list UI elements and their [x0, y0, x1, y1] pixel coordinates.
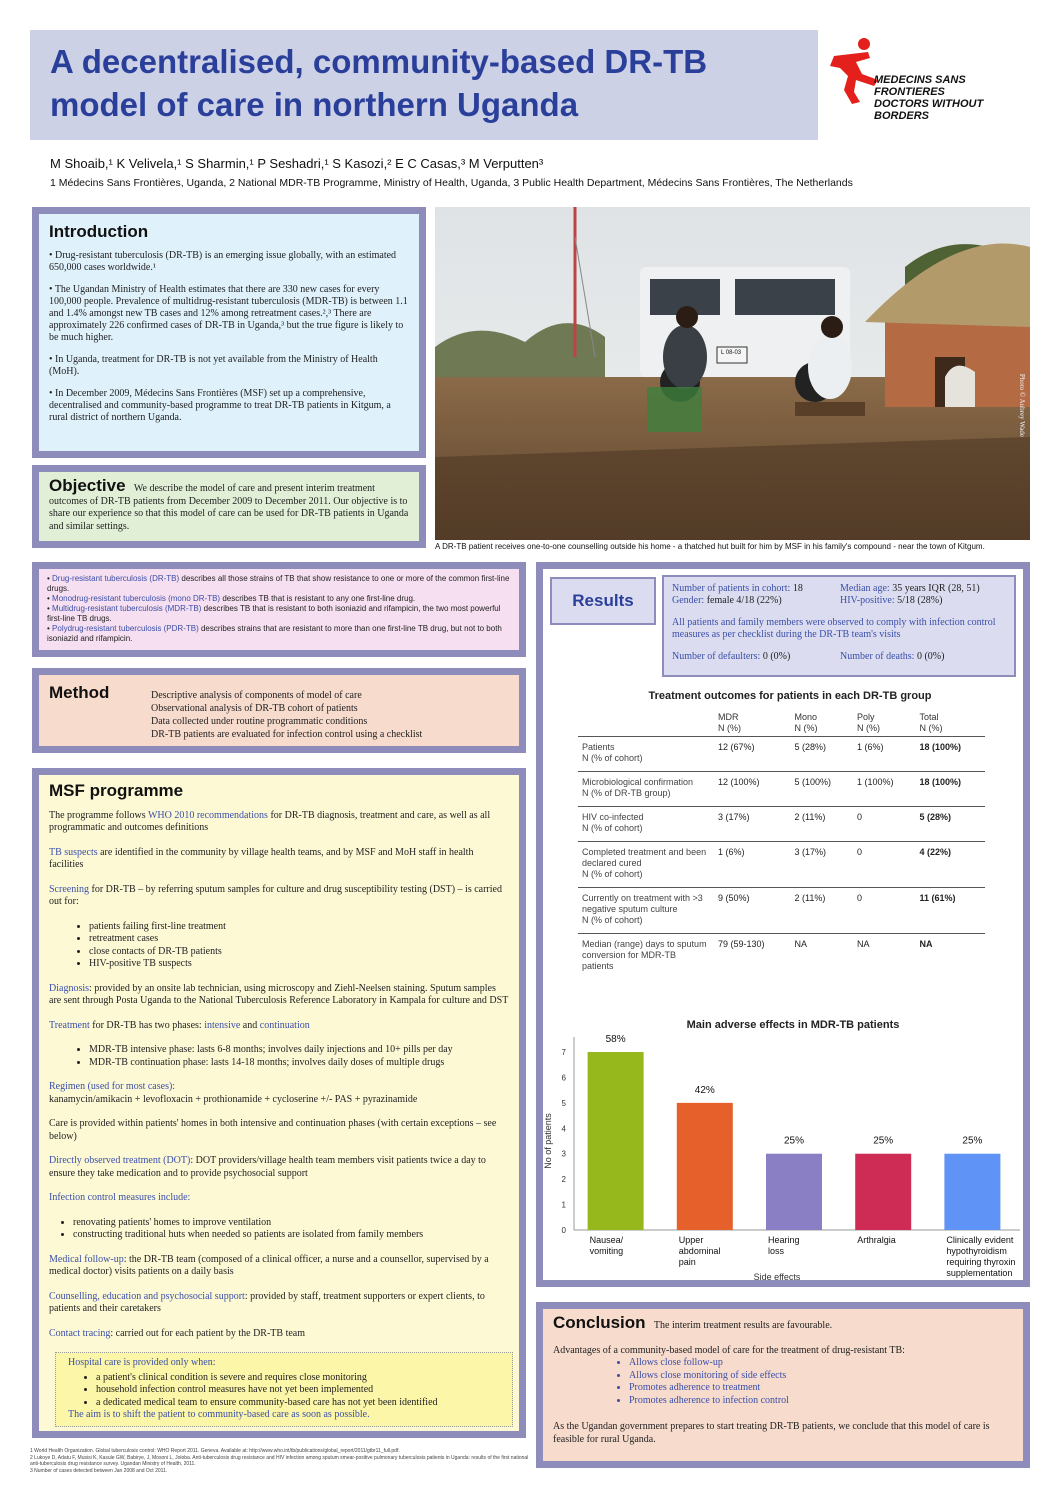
- bar: [944, 1154, 1000, 1230]
- hospital-list: [96, 1372, 500, 1410]
- y-tick-label: 7: [561, 1048, 566, 1057]
- cell-poly: 1 (6%): [857, 742, 884, 752]
- cell-total: 18 (100%): [919, 777, 962, 787]
- conclusion-list: [629, 1357, 1013, 1407]
- row-label: Median (range) days to sputum conversion for MDR-TB patients: [582, 939, 707, 971]
- y-tick-label: 6: [561, 1073, 566, 1083]
- cell-total: 4 (22%): [919, 847, 951, 857]
- intro-paragraph: • The Ugandan Ministry of Health estimates that there are 330 new cases for every 100,000 people. Prevalence of multidrug-resistant tuberculosis (MDR-TB) is between 1.1 and 1.4% amongst new TB cases and 12% among retreatment cases.²,³ There are approximately 226 confirmed cases of DR-TB in Uganda,³ but the true figure is likely to be much higher.: [49, 284, 408, 343]
- cell-total: 18 (100%): [919, 742, 962, 752]
- y-tick-label: 0: [561, 1226, 566, 1235]
- list-item: • MDR-TB continuation phase: lasts 14-18 months; involves daily doses of multiple drugs: [89, 1057, 509, 1070]
- method-item: Descriptive analysis of components of model of care: [151, 690, 362, 701]
- list-item: • MDR-TB intensive phase: lasts 6-8 months; involves daily injections and 10+ pills per day: [89, 1044, 509, 1057]
- intro-paragraph: • In December 2009, Médecins Sans Frontières (MSF) set up a comprehensive, decentralised and community-based programme to treat DR-TB patients in Kitgum, a rural district of northern Uganda.: [49, 388, 391, 423]
- y-tick-label: 3: [561, 1149, 566, 1159]
- conclusion-lead: The interim treatment results are favourable.: [653, 1320, 833, 1331]
- cell-poly: 0: [857, 893, 863, 903]
- cell-mono: 5 (28%): [794, 742, 827, 752]
- cell-mdr: 12 (100%): [718, 777, 760, 787]
- row-label: Completed treatment and been declared cured N (% of cohort): [582, 847, 707, 879]
- list-item: • Allows close monitoring of side effects: [629, 1370, 1013, 1383]
- objective-panel: [32, 465, 426, 548]
- table-row: [578, 772, 985, 807]
- msf-paragraph: Screening for DR-TB – by referring sputum samples for culture and drug susceptibility testing (DST) – is carried out for:: [49, 883, 502, 907]
- intro-paragraph: • In Uganda, treatment for DR-TB is not yet available from the Ministry of Health (MoH).: [49, 354, 378, 377]
- conclusion-heading: Conclusion: [553, 1313, 646, 1332]
- msf-paragraph: Diagnosis: provided by an onsite lab technician, using microscopy and Ziehl-Neelsen staining. Sputum samples are sent through Posta Uganda to the National Tuberculosis Reference Laboratory in Kampala for culture and DST: [49, 982, 509, 1006]
- introduction-panel: [32, 207, 426, 458]
- cell-poly: 1 (100%): [857, 777, 894, 787]
- msf-programme-panel: [32, 768, 526, 1438]
- conclusion-advantages: Advantages of a community-based model of care for the treatment of drug-resistant TB:: [553, 1344, 905, 1356]
- table-row: [578, 842, 985, 888]
- table-row: [578, 888, 985, 934]
- definition-item: • Drug-resistant tuberculosis (DR-TB) describes all those strains of TB that show resistance to one or more of the common first-line drugs.: [47, 574, 510, 593]
- row-label: Currently on treatment with >3 negative sputum culture N (% of cohort): [582, 893, 703, 925]
- y-tick-label: 4: [561, 1124, 566, 1134]
- objective-heading: Objective: [49, 476, 126, 495]
- list-item: • retreatment cases: [89, 933, 509, 946]
- msf-paragraph: Care is provided within patients' homes in both intensive and continuation phases (with certain exceptions – see below): [49, 1118, 497, 1142]
- cell-total: 11 (61%): [919, 893, 956, 903]
- photo-credit: Photo © Aubrey Wade: [1018, 373, 1026, 437]
- adverse-effects-chart: [540, 1025, 1026, 1287]
- method-list: [151, 689, 422, 741]
- bar: [588, 1052, 644, 1230]
- cell-poly: 0: [857, 847, 863, 857]
- table-title: Treatment outcomes for patients in each DR-TB group: [648, 690, 932, 702]
- cell-poly: NA: [857, 939, 870, 949]
- list-item: • renovating patients' homes to improve ventilation: [73, 1217, 509, 1230]
- cell-mdr: 1 (6%): [718, 847, 745, 857]
- list-item: • HIV-positive TB suspects: [89, 958, 509, 971]
- authors: M Shoaib,¹ K Velivela,¹ S Sharmin,¹ P Seshadri,¹ S Kasozi,² E C Casas,³ M Verputten³: [50, 156, 544, 171]
- title-banner: [30, 30, 818, 140]
- cell-mono: 2 (11%): [794, 812, 826, 822]
- cell-mono: 3 (17%): [794, 847, 827, 857]
- row-label: HIV co-infected N (% of cohort): [582, 812, 644, 833]
- list-item: • Allows close follow-up: [629, 1357, 1013, 1370]
- bar: [855, 1154, 911, 1230]
- x-tick-label: Clinically evident hypothyroidism requiring thyroxin supplementation: [946, 1235, 1016, 1278]
- x-tick-label: Hearing loss: [768, 1235, 800, 1256]
- field-photo: [435, 207, 1030, 540]
- msf-paragraph: Counselling, education and psychosocial support: provided by staff, treatment supporters or expert clients, to patients and their caretakers: [49, 1290, 485, 1314]
- bar: [677, 1103, 733, 1230]
- objective-text: We describe the model of care and present interim treatment outcomes of DR-TB patients from December 2009 to December 2011. Our objective is to share our experience so that this model of care can be used for DR-TB patients in Uganda and similar settings.: [49, 483, 409, 532]
- cell-mdr: 79 (59-130): [718, 939, 765, 949]
- table-row: [578, 737, 985, 772]
- msf-paragraph: The programme follows WHO 2010 recommendations for DR-TB diagnosis, treatment and care, as well as all programmatic and outcomes definitions: [49, 809, 491, 833]
- photo-caption: A DR-TB patient receives one-to-one counselling outside his home - a thatched hut built for him by MSF in his family's compound - near the town of Kitgum.: [435, 542, 985, 551]
- treatment-list: [89, 1044, 509, 1069]
- table-row: [578, 934, 985, 980]
- list-item: • close contacts of DR-TB patients: [89, 946, 509, 959]
- msf-paragraph: Contact tracing: carried out for each patient by the DR-TB team: [49, 1327, 306, 1339]
- x-axis-label: Side effects: [753, 1272, 801, 1282]
- list-item: • a dedicated medical team to ensure community-based care has not yet been identified: [96, 1397, 500, 1410]
- msf-logo-text: MEDECINS SANS FRONTIERES DOCTORS WITHOUT BORDERS: [874, 74, 984, 122]
- hospital-care-box: [55, 1352, 513, 1427]
- msf-programme-heading: MSF programme: [49, 781, 184, 800]
- bar-data-label: 25%: [873, 1135, 894, 1147]
- photo-illustration: [435, 207, 1030, 540]
- vehicle-plate: L 08-03: [721, 350, 742, 356]
- list-item: • patients failing first-line treatment: [89, 921, 509, 934]
- y-axis-label: No of patients: [543, 1113, 553, 1169]
- cell-poly: 0: [857, 812, 863, 822]
- outcomes-table: [578, 710, 985, 979]
- introduction-heading: Introduction: [49, 222, 149, 241]
- table-row: [578, 807, 985, 842]
- list-item: • constructing traditional huts when needed so patients are isolated from family members: [73, 1229, 509, 1242]
- results-summary: Number of patients in cohort: 18 Median age: 35 years IQR (28, 51) Gender: female 4/18 (22%) HIV-positive: 5/18 (28%) All patients and family members were observed to comply with infection control measures as per checklist during the DR-TB team's visits Number of defaulters: 0 (0%) Number of deaths: 0 (0%): [662, 575, 1016, 677]
- bar-data-label: 25%: [962, 1135, 983, 1147]
- method-panel: [32, 668, 526, 753]
- cell-mdr: 9 (50%): [718, 893, 750, 903]
- y-tick-label: 2: [561, 1175, 566, 1185]
- row-label: Patients N (% of cohort): [582, 742, 643, 763]
- screening-list: [89, 921, 509, 971]
- msf-paragraph: Regimen (used for most cases): kanamycin/amikacin + levofloxacin + prothionamide + cycloserine +/- PAS + pyrazinamide: [49, 1081, 418, 1105]
- method-heading: Method: [49, 683, 110, 702]
- y-tick-label: 5: [561, 1098, 566, 1108]
- definition-item: • Monodrug-resistant tuberculosis (mono DR-TB) describes TB that is resistant to any one first-line drug.: [47, 594, 416, 603]
- conclusion-closing: As the Ugandan government prepares to start treating DR-TB patients, we conclude that this model of care is feasible for rural Uganda.: [553, 1421, 990, 1445]
- infection-control-list: [73, 1217, 509, 1242]
- x-tick-label: Nausea/ vomiting: [589, 1235, 624, 1256]
- definition-item: • Multidrug-resistant tuberculosis (MDR-TB) describes TB that is resistant to both isoniazid and rifampicin, the two most powerful first-line TB drugs.: [47, 604, 501, 623]
- cell-total: 5 (28%): [919, 812, 951, 822]
- x-tick-label: Upper abdominal pain: [678, 1235, 721, 1267]
- chart-title: Main adverse effects in MDR-TB patients: [686, 1019, 900, 1031]
- cell-mdr: 12 (67%): [718, 742, 755, 752]
- msf-paragraph: Infection control measures include:: [49, 1192, 191, 1203]
- method-item: Data collected under routine programmatic conditions: [151, 716, 368, 727]
- bar-data-label: 58%: [605, 1034, 626, 1045]
- definition-item: • Polydrug-resistant tuberculosis (PDR-TB) describes strains that are resistant to more than one first-line TB drug, but not to both isoniazid and rifampicin.: [47, 624, 502, 643]
- column-header: MDR N (%): [718, 712, 741, 733]
- msf-paragraph: Treatment for DR-TB has two phases: intensive and continuation: [49, 1019, 310, 1031]
- list-item: • Promotes adherence to treatment: [629, 1382, 1013, 1395]
- reference-item: 1 World Health Organization. Global tuberculosis control: WHO Report 2011. Geneva. Available at: http://www.who.int/tb/publications/global_report/2011/gtbr11_full.pdf.: [30, 1448, 400, 1454]
- reference-item: 3 Number of cases detected between Jan 2008 and Oct 2011.: [30, 1467, 168, 1474]
- list-item: • Promotes adherence to infection control: [629, 1395, 1013, 1408]
- references: [30, 1448, 530, 1474]
- msf-paragraph: Directly observed treatment (DOT): DOT providers/village health team members visit patients twice a day to ensure they take medication and to provide psychosocial support: [49, 1155, 486, 1179]
- results-heading: Results: [550, 577, 656, 625]
- method-item: Observational analysis of DR-TB cohort of patients: [151, 703, 358, 714]
- cell-mono: 2 (11%): [794, 893, 826, 903]
- cell-mdr: 3 (17%): [718, 812, 750, 822]
- msf-paragraph: TB suspects are identified in the community by village health teams, and by MSF and MoH staff in health facilities: [49, 846, 474, 870]
- conclusion-panel: [536, 1302, 1030, 1468]
- poster-title: A decentralised, community-based DR-TB model of care in northern Uganda: [50, 43, 708, 123]
- cell-mono: 5 (100%): [794, 777, 832, 787]
- hospital-aim: The aim is to shift the patient to community-based care as soon as possible.: [68, 1409, 370, 1420]
- bar-data-label: 25%: [783, 1135, 805, 1147]
- y-tick-label: 1: [561, 1200, 566, 1210]
- compliance-note: All patients and family members were observed to comply with infection control measures as per checklist during the DR-TB team's visits: [672, 617, 996, 640]
- bar-data-label: 42%: [694, 1084, 715, 1096]
- intro-paragraph: • Drug-resistant tuberculosis (DR-TB) is an emerging issue globally, with an estimated 650,000 cases worldwide.¹: [49, 250, 397, 273]
- bar: [766, 1154, 822, 1230]
- list-item: • a patient's clinical condition is severe and requires close monitoring: [96, 1372, 500, 1385]
- row-label: Microbiological confirmation N (% of DR-TB group): [582, 777, 694, 798]
- method-item: DR-TB patients are evaluated for infection control using a checklist: [151, 729, 423, 740]
- cell-total: NA: [919, 939, 933, 949]
- definitions-panel: [32, 562, 526, 657]
- column-header: Total N (%): [919, 712, 943, 733]
- column-header: Mono N (%): [794, 712, 818, 733]
- reference-item: 2 Lukoye D, Adatu F, Musisi K, Kasule GW, Babirye, J, Mosoni L, Joloba. Anti-tuberculosis drug resistance and HIV infection among sputum smear-positive pulmonary tuberculosis patients in Uganda: results of the first national anti-tuberculosis drug resistance survey. Ugandan Ministry of Health, 2011.: [30, 1454, 529, 1467]
- cell-mono: NA: [794, 939, 808, 949]
- affiliations: 1 Médecins Sans Frontières, Uganda, 2 National MDR-TB Programme, Ministry of Health, Uganda, 3 Public Health Department, Médecins Sans Frontières, The Netherlands: [50, 177, 853, 189]
- column-header: Poly N (%): [857, 712, 880, 733]
- msf-paragraph: Medical follow-up: the DR-TB team (composed of a clinical officer, a nurse and a counsellor, supervised by a medical doctor) visits patients on a daily basis: [49, 1253, 489, 1277]
- msf-logo: [826, 36, 1036, 122]
- table-header-row: [578, 710, 985, 737]
- list-item: • household infection control measures have not yet been implemented: [96, 1384, 500, 1397]
- x-tick-label: Arthralgia: [857, 1235, 896, 1245]
- hospital-heading: Hospital care is provided only when:: [68, 1357, 216, 1368]
